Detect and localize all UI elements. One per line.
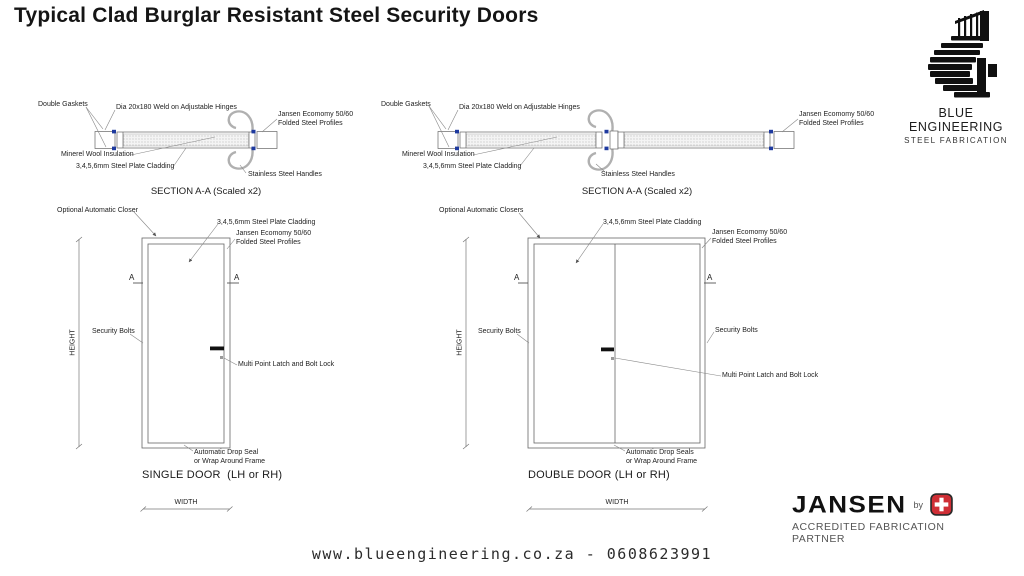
label-profiles: Jansen Ecomomy 50/60 Folded Steel Profiles [236,230,312,246]
label-handles: Stainless Steel Handles [248,171,322,178]
page-title: Typical Clad Burglar Resistant Steel Security Doors [14,4,539,27]
label-closer: Optional Automatic Closer [57,207,138,214]
label-security-bolts-left: Security Bolts [478,328,521,335]
section-double-caption: SECTION A-A (Scaled x2) [581,186,693,197]
label-security-bolts: Security Bolts [92,328,135,335]
height-dimension-label: HEIGHT [456,329,464,356]
label-cladding: 3,4,5,6mm Steel Plate Cladding [217,219,316,226]
spiral-staircase-icon [910,8,1002,100]
label-handles: Stainless Steel Handles [601,171,675,178]
section-marker-a: A [707,273,713,282]
section-marker-a: A [234,273,240,282]
label-drop-seals: Automatic Drop Seals or Wrap Around Frame [626,449,698,465]
label-cladding: 3,4,5,6mm Steel Plate Cladding [603,219,702,226]
label-closers: Optional Automatic Closers [439,207,524,214]
footer-contact: www.blueengineering.co.za - 0608623991 [311,545,713,563]
single-door-caption: SINGLE DOOR (LH or RH) [142,469,283,481]
blue-engineering-tagline: STEEL FABRICATION [904,136,1008,145]
double-door-caption: DOUBLE DOOR (LH or RH) [528,469,670,481]
section-single-caption: SECTION A-A (Scaled x2) [150,186,262,197]
label-latch: Multi Point Latch and Bolt Lock [722,372,819,379]
jansen-logo [792,489,992,545]
label-insulation: Minerel Wool Insulation [402,151,475,158]
jansen-tagline: ACCREDITED FABRICATION PARTNER [792,521,945,545]
label-double-gaskets: Double Gaskets [381,101,431,108]
label-profiles: Jansen Ecomomy 50/60 Folded Steel Profiles [712,229,788,245]
width-dimension-label: WIDTH [605,499,629,506]
single-door-elevation-drawing [76,212,239,512]
blue-engineering-logo [896,8,1016,145]
label-security-bolts-right: Security Bolts [715,327,758,334]
section-marker-a: A [514,273,520,282]
height-dimension-label: HEIGHT [69,329,77,356]
label-cladding: 3,4,5,6mm Steel Plate Cladding [423,163,522,170]
jansen-by-label: by [913,499,923,510]
label-hinges: Dia 20x180 Weld on Adjustable Hinges [459,104,580,111]
label-hinges: Dia 20x180 Weld on Adjustable Hinges [116,104,237,111]
label-latch: Multi Point Latch and Bolt Lock [238,361,335,368]
double-door-elevation-drawing [463,213,721,512]
section-marker-a: A [129,273,135,282]
label-profiles: Jansen Ecomomy 50/60 Folded Steel Profiles [799,111,875,127]
label-drop-seal: Automatic Drop Seal or Wrap Around Frame [194,449,266,465]
jansen-wordmark: JANSEN [792,490,907,518]
label-insulation: Minerel Wool Insulation [61,151,134,158]
section-aa-double-drawing [429,106,798,171]
label-profiles: Jansen Ecomomy 50/60 Folded Steel Profiles [278,111,354,127]
blue-engineering-name: BLUE ENGINEERING [908,106,1004,134]
swiss-cross-icon [930,493,953,516]
width-dimension-label: WIDTH [174,499,198,506]
label-cladding: 3,4,5,6mm Steel Plate Cladding [76,163,175,170]
label-double-gaskets: Double Gaskets [38,101,88,108]
